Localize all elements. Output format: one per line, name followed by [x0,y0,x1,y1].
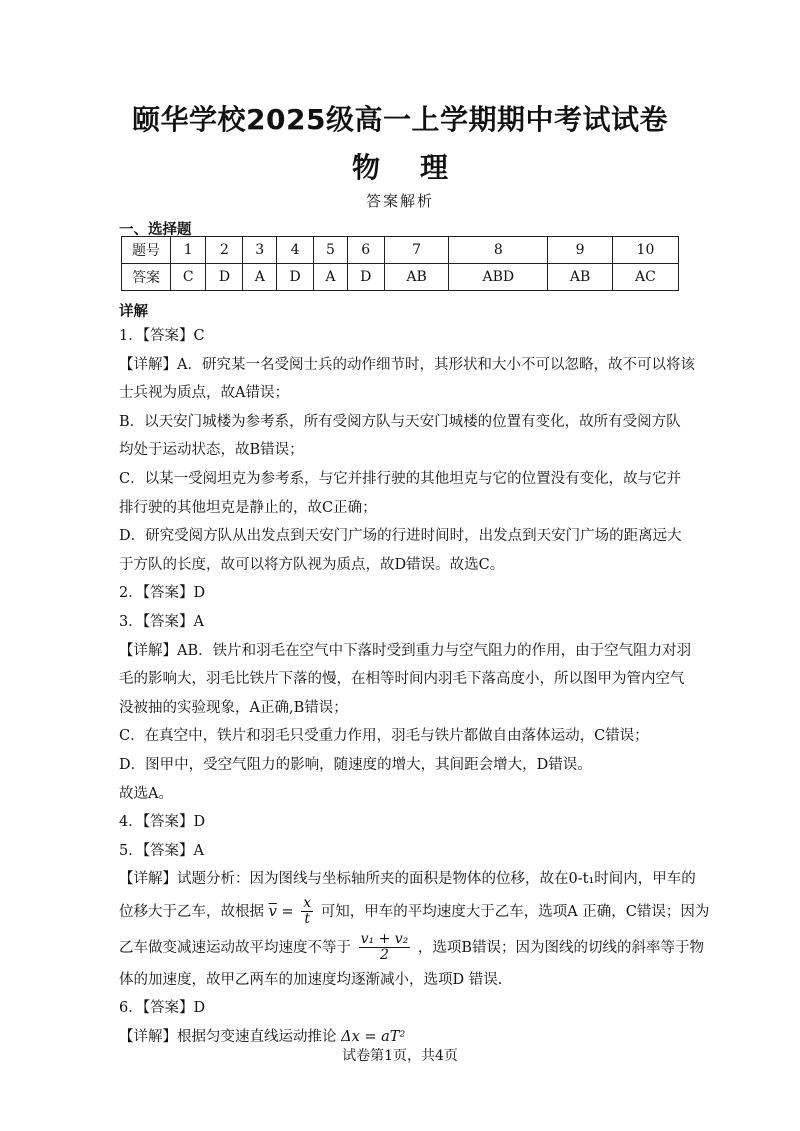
solution-line: 于方队的长度，故可以将方队视为质点，故D错误。故选C。 [119,556,505,573]
solution-line: 排行驶的其他坦克是静止的，故C正确； [119,499,377,516]
solution-line: 6．【答案】D [119,1000,206,1017]
text-span: ，选项B错误；因为图线的切线的斜率等于物 [417,939,705,956]
question-number-cell: 2 [206,237,243,264]
question-number-cell: 1 [171,237,206,264]
solution-line: 【详解】试题分析：因为图线与坐标轴所夹的面积是物体的位移，故在0-t₁时间内，甲车的 [119,871,696,888]
answer-cell: AB [548,264,613,291]
solution-line: 【详解】AB．铁片和羽毛在空气中下落时受到重力与空气阻力的作用，由于空气阻力对羽 [119,642,692,659]
equals-sign: = [281,903,294,920]
exam-title: 颐华学校2025级高一上学期期中考试试卷 [132,103,668,136]
solution-line: C．在真空中，铁片和羽毛只受重力作用，羽毛与铁片都做自由落体运动，C错误； [119,728,649,745]
question-number-cell: 10 [612,237,678,264]
section-heading: 一、选择题 [119,222,192,238]
solution-line: D．研究受阅方队从出发点到天安门广场的行进时间时，出发点到天安门广场的距离远大 [119,528,682,545]
solution-body [119,322,710,1052]
solution-line: 均处于运动状态，故B错误； [119,442,304,459]
solution-line: 5．【答案】A [119,842,204,859]
question-number-cell: 6 [347,237,384,264]
answer-table [121,236,679,291]
answer-cell: C [171,264,206,291]
details-heading: 详解 [119,304,148,320]
formula: Δx = aT² [341,1029,406,1046]
solution-line: 士兵视为质点，故A错误； [119,385,289,402]
solution-line: 故选A。 [119,785,173,802]
solution-line: 体的加速度，故甲乙两车的加速度均逐渐减小，选项D 错误. [119,971,503,988]
fraction-denominator: t [304,911,310,928]
answer-cell: A [243,264,277,291]
question-number-cell: 7 [384,237,449,264]
question-number-cell: 3 [243,237,277,264]
subject-title: 物理 [351,151,488,184]
solution-line: 3．【答案】A [119,613,204,630]
table-row [122,237,679,264]
solution-line [119,894,710,930]
solution-line [119,930,705,966]
question-number-cell: 5 [314,237,348,264]
fraction-average-velocity [359,932,411,963]
answer-cell: AB [384,264,449,291]
question-number-cell: 4 [277,237,314,264]
answer-cell: D [206,264,243,291]
table-row [122,264,679,291]
table-header-cell: 答案 [122,264,171,291]
answer-cell: A [314,264,348,291]
text-span: 乙车做变减速运动故平均速度不等于 [119,939,351,956]
solution-line: B．以天安门城楼为参考系，所有受阅方队与天安门城楼的位置有变化，故所有受阅方队 [119,413,681,430]
solution-line: 1．【答案】C [119,328,205,344]
solution-line: 2．【答案】D [119,585,206,602]
question-number-cell: 9 [548,237,613,264]
fraction-x-over-t [301,896,313,927]
text-span: 可知，甲车的平均速度大于乙车，选项A 正确，C错误；因为 [320,903,710,920]
solution-line: D．图甲中，受空气阻力的影响，随速度的增大，其间距会增大，D错误。 [119,756,592,773]
answer-cell: AC [612,264,678,291]
solution-line: 没被抽的实验现象，A正确,B错误； [119,699,348,716]
answer-cell: D [347,264,384,291]
analysis-heading: 答案解析 [365,192,434,210]
average-velocity-symbol: $\overline{v}$ [268,903,277,920]
page-footer: 试卷第1页，共4页 [342,1048,458,1064]
solution-line: 4．【答案】D [119,814,206,831]
text-span: 【详解】根据匀变速直线运动推论 [119,1029,337,1046]
solution-line: 毛的影响大，羽毛比铁片下落的慢，在相等时间内羽毛下落高度小，所以图甲为管内空气 [119,671,685,688]
fraction-numerator: v₁ + v₂ [360,931,409,948]
solution-lines [119,322,695,865]
answer-cell: D [277,264,314,291]
solution-line: 【详解】A．研究某一名受阅士兵的动作细节时，其形状和大小不可以忽略，故不可以将该 [119,356,695,373]
fraction-numerator: x [303,895,312,912]
question-number-cell: 8 [449,237,548,264]
table-header-cell: 题号 [122,237,171,264]
fraction-denominator: 2 [379,947,389,964]
answer-cell: ABD [449,264,548,291]
text-span: 位移大于乙车，故根据 [119,903,264,920]
solution-line: C．以某一受阅坦克为参考系，与它并排行驶的其他坦克与它的位置没有变化，故与它并 [119,470,682,487]
